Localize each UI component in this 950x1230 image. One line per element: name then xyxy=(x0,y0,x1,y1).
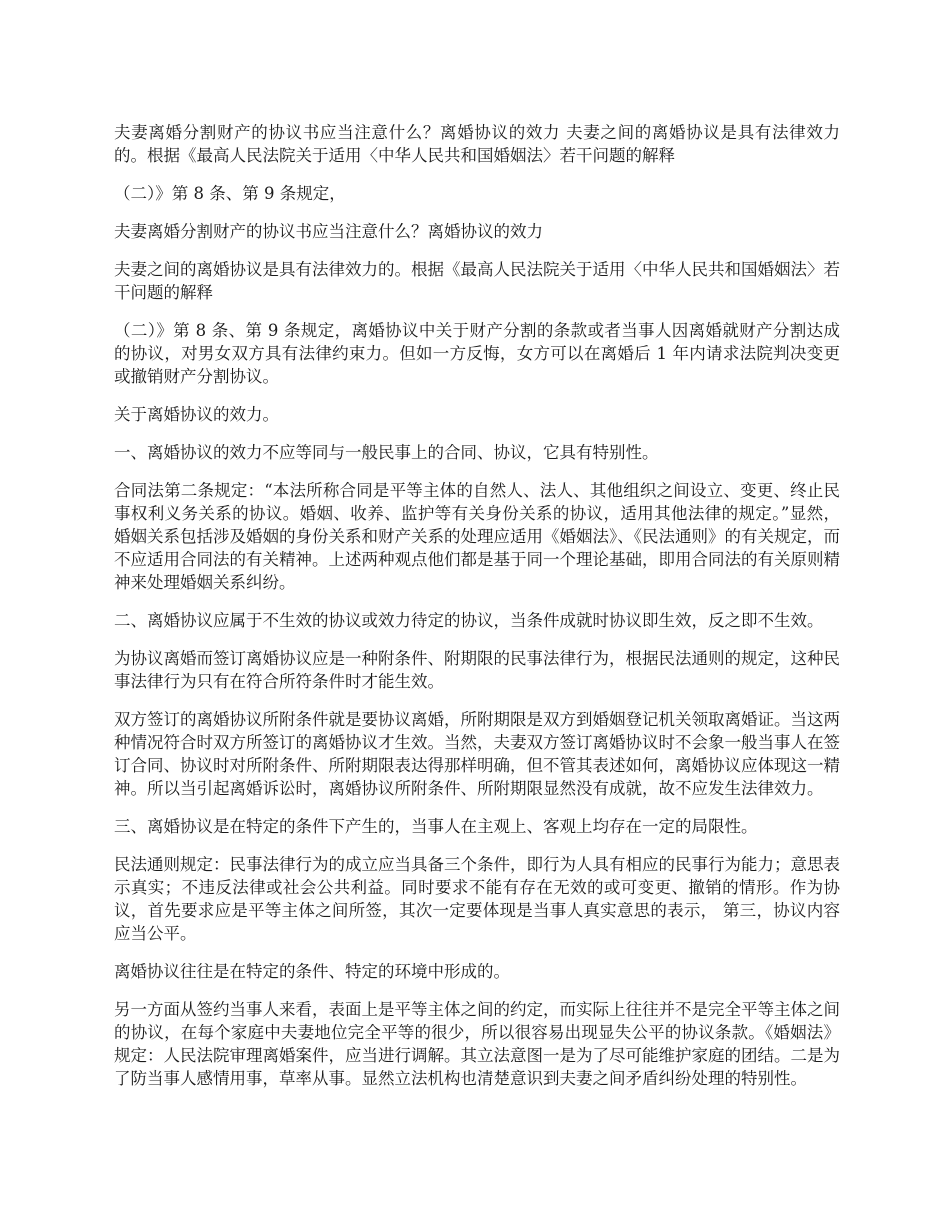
paragraph-articles: （二）》第 8 条、第 9 条规定，离婚协议中关于财产分割的条款或者当事人因离婚就财产分割达成的协议，对男女双方具有法律约束力。但如一方反悔，女方可以在离婚后 1 年内请求法院判决变更或撤销财产分割协议。 xyxy=(114,321,840,386)
paragraph-point-three: 三、离婚协议是在特定的条件下产生的，当事人在主观上、客观上均存在一定的局限性。 xyxy=(114,817,758,836)
paragraph-heading: 夫妻离婚分割财产的协议书应当注意什么？离婚协议的效力 xyxy=(114,222,543,241)
paragraph-about-effect: 关于离婚协议的效力。 xyxy=(114,405,279,424)
paragraph-special-conditions: 离婚协议往往是在特定的条件、特定的环境中形成的。 xyxy=(114,962,510,981)
document-body xyxy=(114,121,840,1105)
paragraph-legal-effect: 夫妻之间的离婚协议是具有法律效力的。根据《最高人民法院关于适用〈中华人民共和国婚姻法〉若干问题的解释 xyxy=(114,260,840,302)
paragraph-contract-law: 合同法第二条规定：“本法所称合同是平等主体的自然人、法人、其他组织之间设立、变更、终止民事权利义务关系的协议。婚姻、收养、监护等有关身份关系的协议，适用其他法律的规定。”显然，婚姻关系包括涉及婚姻的身份关系和财产关系的处理应适用《婚姻法》、《民法通则》的有关规定，而不应适用合同法的有关精神。上述两种观点他们都是基于同一个理论基础，即用合同法的有关原则精神来处理婚姻关系纠纷。 xyxy=(114,481,840,592)
paragraph-intro-cont: （二）》第 8 条、第 9 条规定， xyxy=(114,184,346,203)
paragraph-point-two: 二、离婚协议应属于不生效的协议或效力待定的协议，当条件成就时协议即生效，反之即不生效。 xyxy=(114,611,824,630)
paragraph-conclusion: 另一方面从签约当事人来看，表面上是平等主体之间的约定，而实际上往往并不是完全平等主体之间的协议，在每个家庭中夫妻地位完全平等的很少，所以很容易出现显失公平的协议条款。《婚姻法》规定：人民法院审理离婚案件，应当进行调解。其立法意图一是为了尽可能维护家庭的团结。二是为了防当事人感情用事，草率从事。显然立法机构也清楚意识到夫妻之间矛盾纠纷处理的特别性。 xyxy=(114,1000,840,1088)
paragraph-intro: 夫妻离婚分割财产的协议书应当注意什么？离婚协议的效力 夫妻之间的离婚协议是具有法律效力的。根据《最高人民法院关于适用〈中华人民共和国婚姻法〉若干问题的解释 xyxy=(114,123,840,165)
paragraph-point-one: 一、离婚协议的效力不应等同与一般民事上的合同、协议，它具有特别性。 xyxy=(114,443,659,462)
paragraph-conditional-act: 为协议离婚而签订离婚协议应是一种附条件、附期限的民事法律行为，根据民法通则的规定，这种民事法律行为只有在符合所符条件时才能生效。 xyxy=(114,649,840,691)
paragraph-civil-law: 民法通则规定：民事法律行为的成立应当具备三个条件，即行为人具有相应的民事行为能力；意思表示真实；不违反法律或社会公共利益。同时要求不能有存在无效的或可变更、撤销的情形。作为协议，首先要求应是平等主体之间所签，其次一定要体现是当事人真实意思的表示， 第三，协议内容应当公平。 xyxy=(114,855,840,943)
paragraph-conditions: 双方签订的离婚协议所附条件就是要协议离婚，所附期限是双方到婚姻登记机关领取离婚证。当这两种情况符合时双方所签订的离婚协议才生效。当然，夫妻双方签订离婚协议时不会象一般当事人在签订合同、协议时对所附条件、所附期限表达得那样明确，但不管其表述如何，离婚协议应体现这一精神。所以当引起离婚诉讼时，离婚协议所附条件、所附期限显然没有成就，故不应发生法律效力。 xyxy=(114,710,840,798)
